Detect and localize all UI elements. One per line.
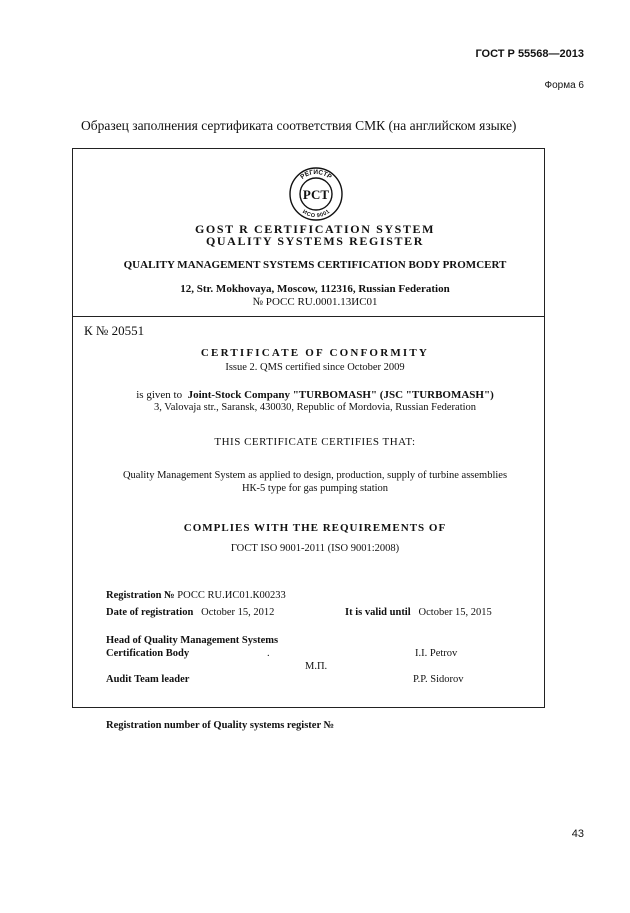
head-label-line-2: Certification Body (106, 648, 190, 659)
audit-name: P.P. Sidorov (413, 674, 464, 685)
logo-bottom-text: ИСО 9001 (301, 208, 332, 220)
scope-line-1: Quality Management System as applied to design, production, supply of turbine assemblies (122, 470, 508, 481)
certificate-divider (72, 316, 545, 317)
form-label: Форма 6 (544, 80, 584, 91)
date-label: Date of registration (106, 607, 194, 618)
logo-mark-text: РСТ (302, 187, 330, 202)
certificate-number: К № 20551 (84, 323, 145, 338)
register-number-note: Registration number of Quality systems register № (106, 720, 335, 731)
given-to-prefix: is given to (136, 389, 183, 401)
given-to-line (0, 389, 630, 401)
issue-line: Issue 2. QMS certified since October 2009 (225, 362, 405, 373)
head-name: I.I. Petrov (415, 648, 458, 659)
date-line (106, 607, 274, 618)
system-title: GOST R CERTIFICATION SYSTEM (194, 222, 436, 236)
registration-label: Registration № (106, 590, 175, 601)
standard-reference: ГОСТ ISO 9001-2011 (ISO 9001:2008) (230, 543, 400, 554)
page-number: 43 (571, 828, 584, 840)
standard-code: ГОСТ Р 55568—2013 (475, 48, 584, 60)
scope-line-2: НК-5 type for gas pumping station (241, 483, 389, 494)
date-value: October 15, 2012 (201, 607, 275, 618)
valid-line (345, 607, 492, 618)
registration-value: РОСС RU.ИС01.К00233 (177, 590, 286, 601)
register-title: QUALITY SYSTEMS REGISTER (205, 234, 424, 248)
certificate-heading: CERTIFICATE OF CONFORMITY (200, 347, 430, 359)
valid-label: It is valid until (345, 607, 411, 618)
sample-caption: Образец заполнения сертификата соответствия СМК (на английском языке) (81, 118, 517, 133)
seal-place: М.П. (305, 661, 328, 672)
logo-top-text: РЕГИСТР (299, 168, 333, 181)
certifies-line: THIS CERTIFICATE CERTIFIES THAT: (214, 436, 416, 448)
body-number: № РОСС RU.0001.13ИС01 (252, 296, 378, 308)
company-name: Joint-Stock Company "TURBOMASH" (JSC "TURBOMASH") (187, 389, 494, 401)
registration-line (106, 590, 286, 601)
complies-line: COMPLIES WITH THE REQUIREMENTS OF (183, 522, 447, 534)
rst-register-logo (288, 166, 344, 222)
head-label-line-1: Head of Quality Management Systems (106, 635, 279, 646)
audit-label: Audit Team leader (106, 674, 190, 685)
valid-value: October 15, 2015 (418, 607, 492, 618)
company-address: 3, Valovaja str., Saransk, 430030, Republic of Mordovia, Russian Federation (153, 402, 477, 413)
body-address: 12, Str. Mokhovaya, Moscow, 112316, Russian Federation (180, 283, 450, 295)
body-name: QUALITY MANAGEMENT SYSTEMS CERTIFICATION BODY PROMCERT (123, 259, 507, 271)
signature-dot: . (267, 648, 270, 659)
